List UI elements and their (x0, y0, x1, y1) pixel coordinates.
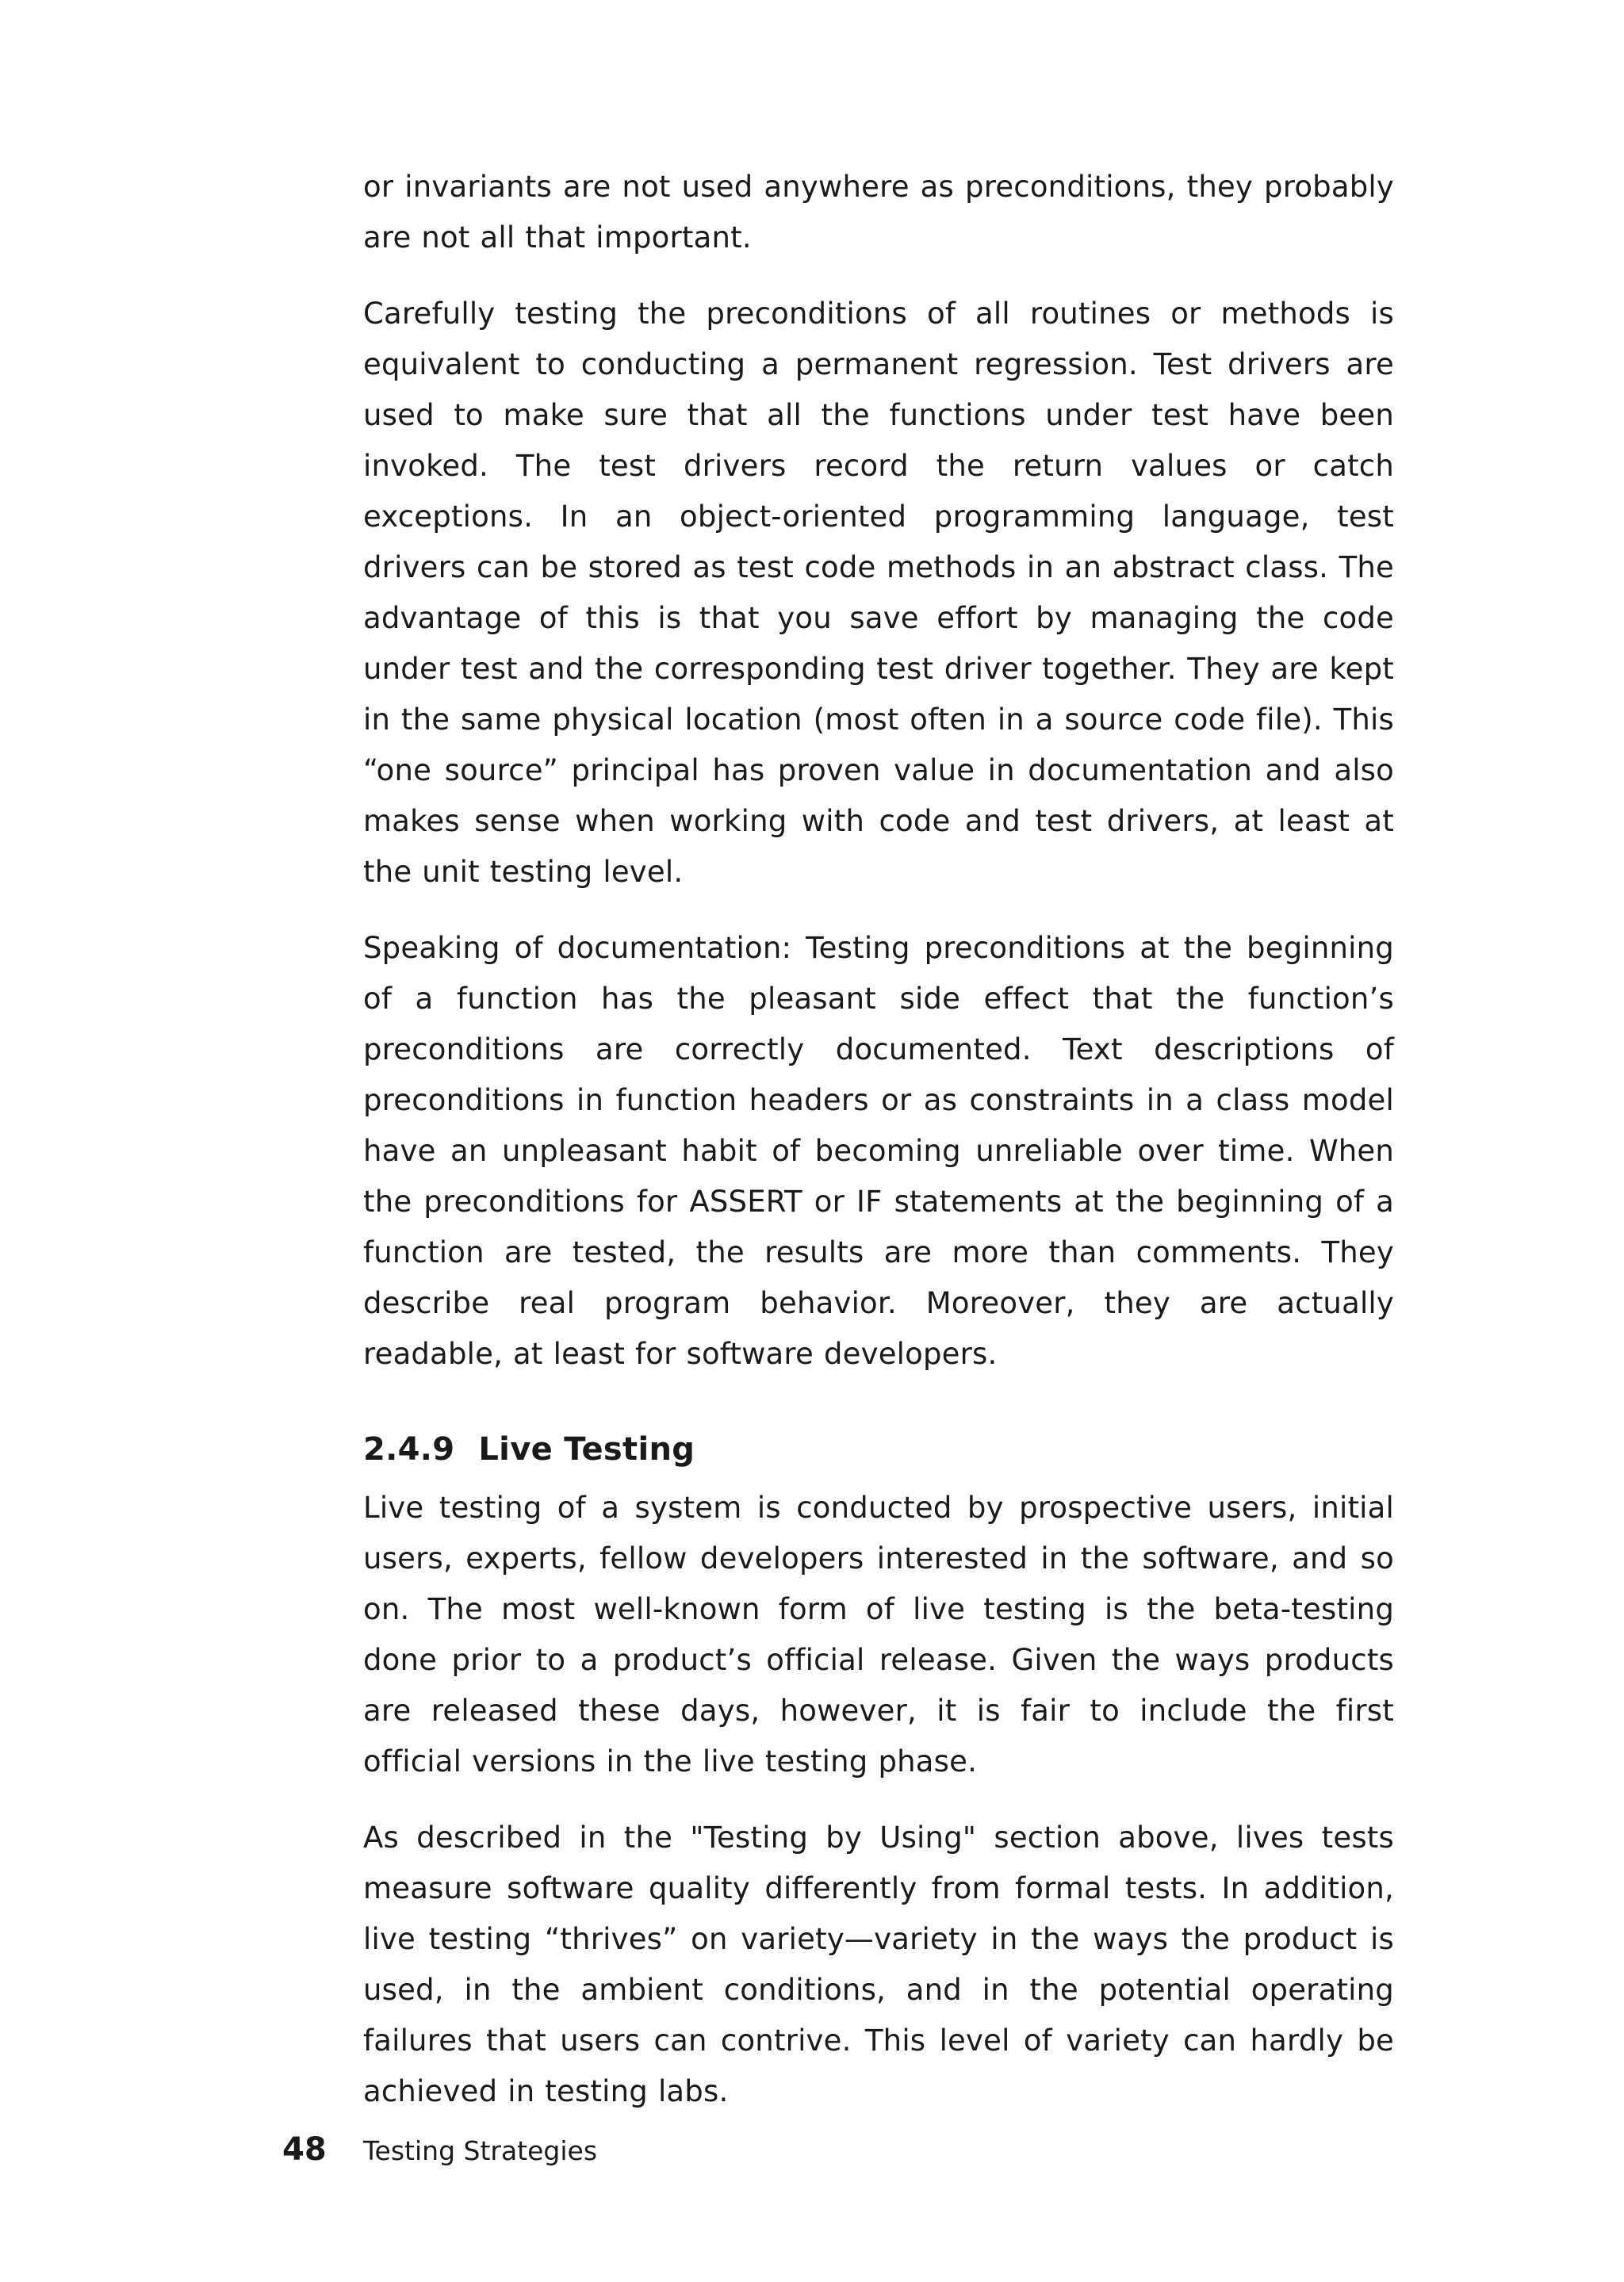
paragraph-preconditions-testing: Carefully testing the preconditions of all routines or methods is equivalent to conducting a permanent regression. Test drivers are used to make sure that all the functions under test have been invoked. The test drivers record the return values or catch exceptions. In an object-oriented programming language, test drivers can be stored as test code methods in an abstract class. The advantage of this is that you save effort by managing the code under test and the corresponding test driver together. They are kept in the same physical location (most often in a source code file). This “one source” principal has proven value in documentation and also makes sense when working with code and test drivers, at least at the unit testing level. (363, 297, 1394, 889)
section-title: Live Testing (478, 1431, 695, 1468)
paragraph-live-testing-intro: Live testing of a system is conducted by prospective users, initial users, experts, fellow developers interested in the software, and so on. The most well-known form of live testing is the beta-testing done prior to a product’s official release. Given the ways products are released these days, however, it is fair to include the first official versions in the live testing phase. (363, 1491, 1394, 1779)
running-title: Testing Strategies (363, 2135, 598, 2166)
section-heading (363, 1427, 1394, 1472)
body-text (363, 162, 1394, 2142)
page-number: 48 (282, 2131, 327, 2168)
paragraph-invariants: or invariants are not used anywhere as preconditions, they probably are not all that important. (363, 170, 1394, 255)
paragraph-live-testing-variety: As described in the "Testing by Using" section above, lives tests measure software quality differently from formal tests. In addition, live testing “thrives” on variety—variety in the ways the product is used, in the ambient conditions, and in the potential operating failures that users can contrive. This level of variety can hardly be achieved in testing labs. (363, 1821, 1394, 2108)
page-footer (282, 2131, 597, 2179)
paragraph-documentation: Speaking of documentation: Testing preconditions at the beginning of a function has the pleasant side effect that the function’s preconditions are correctly documented. Text descriptions of preconditions in function headers or as constraints in a class model have an unpleasant habit of becoming unreliable over time. When the preconditions for ASSERT or IF statements at the beginning of a function are tested, the results are more than comments. They describe real program behavior. Moreover, they are actually readable, at least for software developers. (363, 931, 1394, 1371)
section-number: 2.4.9 (363, 1431, 455, 1468)
